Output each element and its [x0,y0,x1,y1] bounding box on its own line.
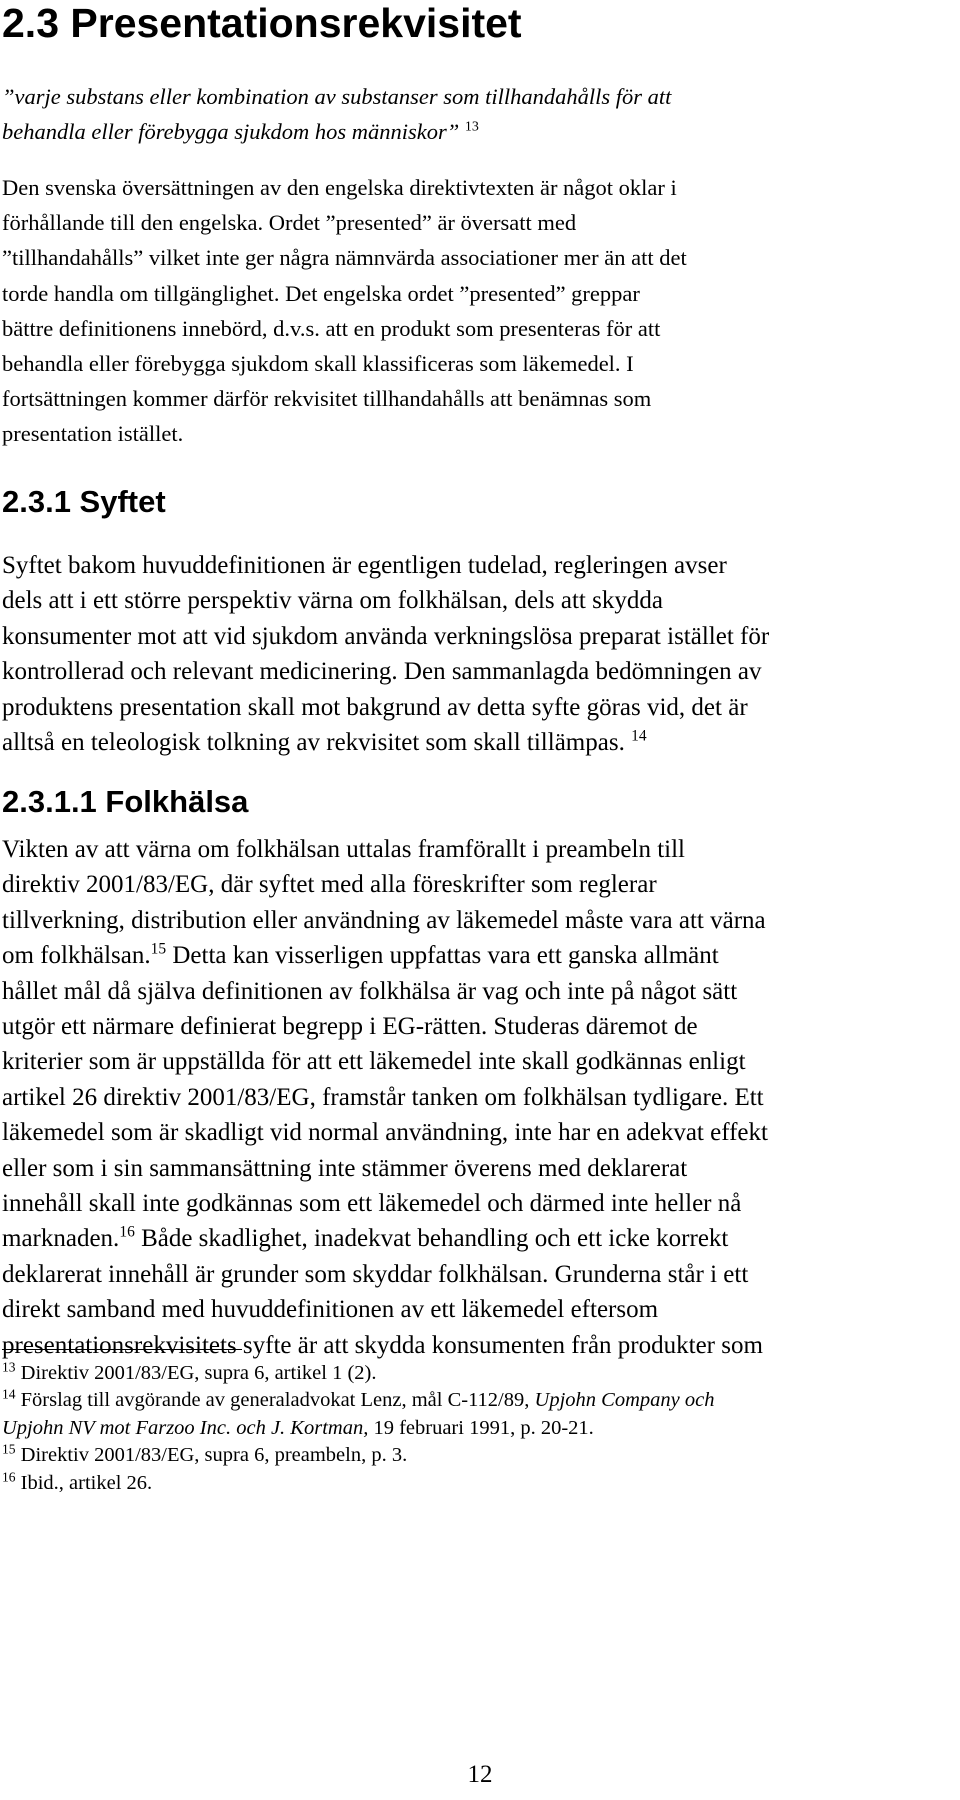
footnote-14 [2,1387,942,1414]
paragraph-line: dels att i ett större perspektiv värna om folkhälsan, dels att skydda [2,587,663,615]
intro-paragraph [2,170,942,452]
paragraph-line [2,1221,942,1256]
paragraph-line: tillverkning, distribution eller användning av läkemedel måste vara att värna [2,906,766,934]
paragraph-line: behandla eller förebygga sjukdom skall klassificeras som läkemedel. I [2,351,634,377]
paragraph-line: Vikten av att värna om folkhälsan uttalas framförallt i preambeln till [2,836,685,863]
paragraph-line-text: alltså en teleologisk tolkning av rekvisitet som skall tillämpas. [2,729,625,757]
case-name-italic: Upjohn Company och [534,1389,715,1412]
paragraph-line-text: marknaden. [2,1225,120,1253]
paragraph-line: Den svenska översättningen av den engelska direktivtexten är något oklar i [2,175,677,200]
paragraph-line: direkt samband med huvuddefinitionen av ett läkemedel eftersom [2,1296,659,1324]
footnote-text: 19 februari 1991, p. 20-21. [368,1416,594,1439]
quote-line: ”varje substans eller kombination av substanser som tillhandahålls för att [2,84,672,109]
footnote-13 [2,1360,942,1387]
paragraph-line: ”tillhandahålls” vilket inte ger några nämnvärda associationer mer än att det [2,245,687,271]
paragraph-line: hållet mål då själva definitionen av folkhälsa är vag och inte på något sätt [2,977,738,1005]
footnote-number: 16 [2,1469,16,1485]
footnote-ref-15[interactable]: 15 [150,940,167,958]
footnote-number: 14 [2,1386,16,1402]
footnote-ref-13[interactable]: 13 [464,119,479,135]
paragraph-line-text: om folkhälsan. [2,942,151,970]
footnote-number: 15 [2,1441,16,1457]
paragraph-line: presentationsrekvisitets syfte är att skydda konsumenten från produkter som [2,1331,763,1359]
paragraph-line: förhållande till den engelska. Ordet ”presented” är översatt med [2,210,577,236]
paragraph-line [2,938,942,973]
quote-line [2,114,942,149]
footnote-16 [2,1470,942,1497]
paragraph-line-text: Detta kan visserligen uppfattas vara ett ganska allmänt [166,942,719,970]
paragraph-line: eller som i sin sammansättning inte stämmer överens med deklarerat [2,1154,688,1182]
footnote-ref-16[interactable]: 16 [119,1223,135,1241]
paragraph-line: utgör ett närmare definierat begrepp i EG-rätten. Studeras däremot de [2,1013,698,1041]
footnote-text: Förslag till avgörande av generaladvokat Lenz, mål C-112/89, [20,1389,535,1412]
footnote-14-continued [2,1415,942,1442]
paragraph-line-text: Både skadlighet, inadekvat behandling och ett icke korrekt [134,1225,729,1253]
page-number: 12 [467,1761,493,1788]
definition-quote [2,79,942,149]
section-heading: 2.3 Presentationsrekvisitet [2,0,522,46]
paragraph-line: direktiv 2001/83/EG, där syftet med alla föreskrifter som reglerar [2,871,657,899]
paragraph-line: produktens presentation skall mot bakgrund av detta syfte göras vid, det är [2,693,748,721]
footnote-ref-14[interactable]: 14 [631,727,647,745]
paragraph-line [2,725,942,760]
public-health-paragraph [2,832,942,1363]
footnote-text: Ibid., artikel 26. [20,1471,153,1494]
paragraph-line: presentation istället. [2,421,184,447]
case-name-italic: Upjohn NV mot Farzoo Inc. och J. Kortman, [2,1416,369,1439]
paragraph-line: kriterier som är uppställda för att ett läkemedel inte skall godkännas enligt [2,1048,746,1076]
paragraph-line: fortsättningen kommer därför rekvisitet tillhandahålls att benämnas som [2,386,652,412]
paragraph-line: konsumenter mot att vid sjukdom använda verkningslösa preparat istället för [2,622,770,650]
footnotes [2,1360,942,1497]
paragraph-line: innehåll skall inte godkännas som ett läkemedel och därmed inte heller nå [2,1190,742,1218]
paragraph-line: läkemedel som är skadligt vid normal användning, inte har en adekvat effekt [2,1119,768,1147]
footnote-15 [2,1442,942,1469]
footnote-text: Direktiv 2001/83/EG, supra 6, preambeln, p. 3. [20,1444,408,1467]
paragraph-line: deklarerat innehåll är grunder som skyddar folkhälsan. Grunderna står i ett [2,1260,749,1288]
footnote-text: Direktiv 2001/83/EG, supra 6, artikel 1 (2). [20,1362,377,1384]
subsubsection-heading: 2.3.1.1 Folkhälsa [2,784,249,819]
paragraph-line: bättre definitionens innebörd, d.v.s. att en produkt som presenteras för att [2,315,661,341]
purpose-paragraph [2,548,942,760]
paragraph-line: torde handla om tillgänglighet. Det engelska ordet ”presented” greppar [2,280,640,306]
footnote-divider [2,1349,242,1350]
paragraph-line: artikel 26 direktiv 2001/83/EG, framstår tanken om folkhälsan tydligare. Ett [2,1083,764,1111]
footnote-number: 13 [2,1359,16,1375]
paragraph-line: kontrollerad och relevant medicinering. Den sammanlagda bedömningen av [2,658,762,686]
quote-line-text: behandla eller förebygga sjukdom hos människor” [2,119,460,145]
paragraph-line: Syftet bakom huvuddefinitionen är egentligen tudelad, regleringen avser [2,552,727,579]
subsection-heading: 2.3.1 Syftet [2,484,166,519]
